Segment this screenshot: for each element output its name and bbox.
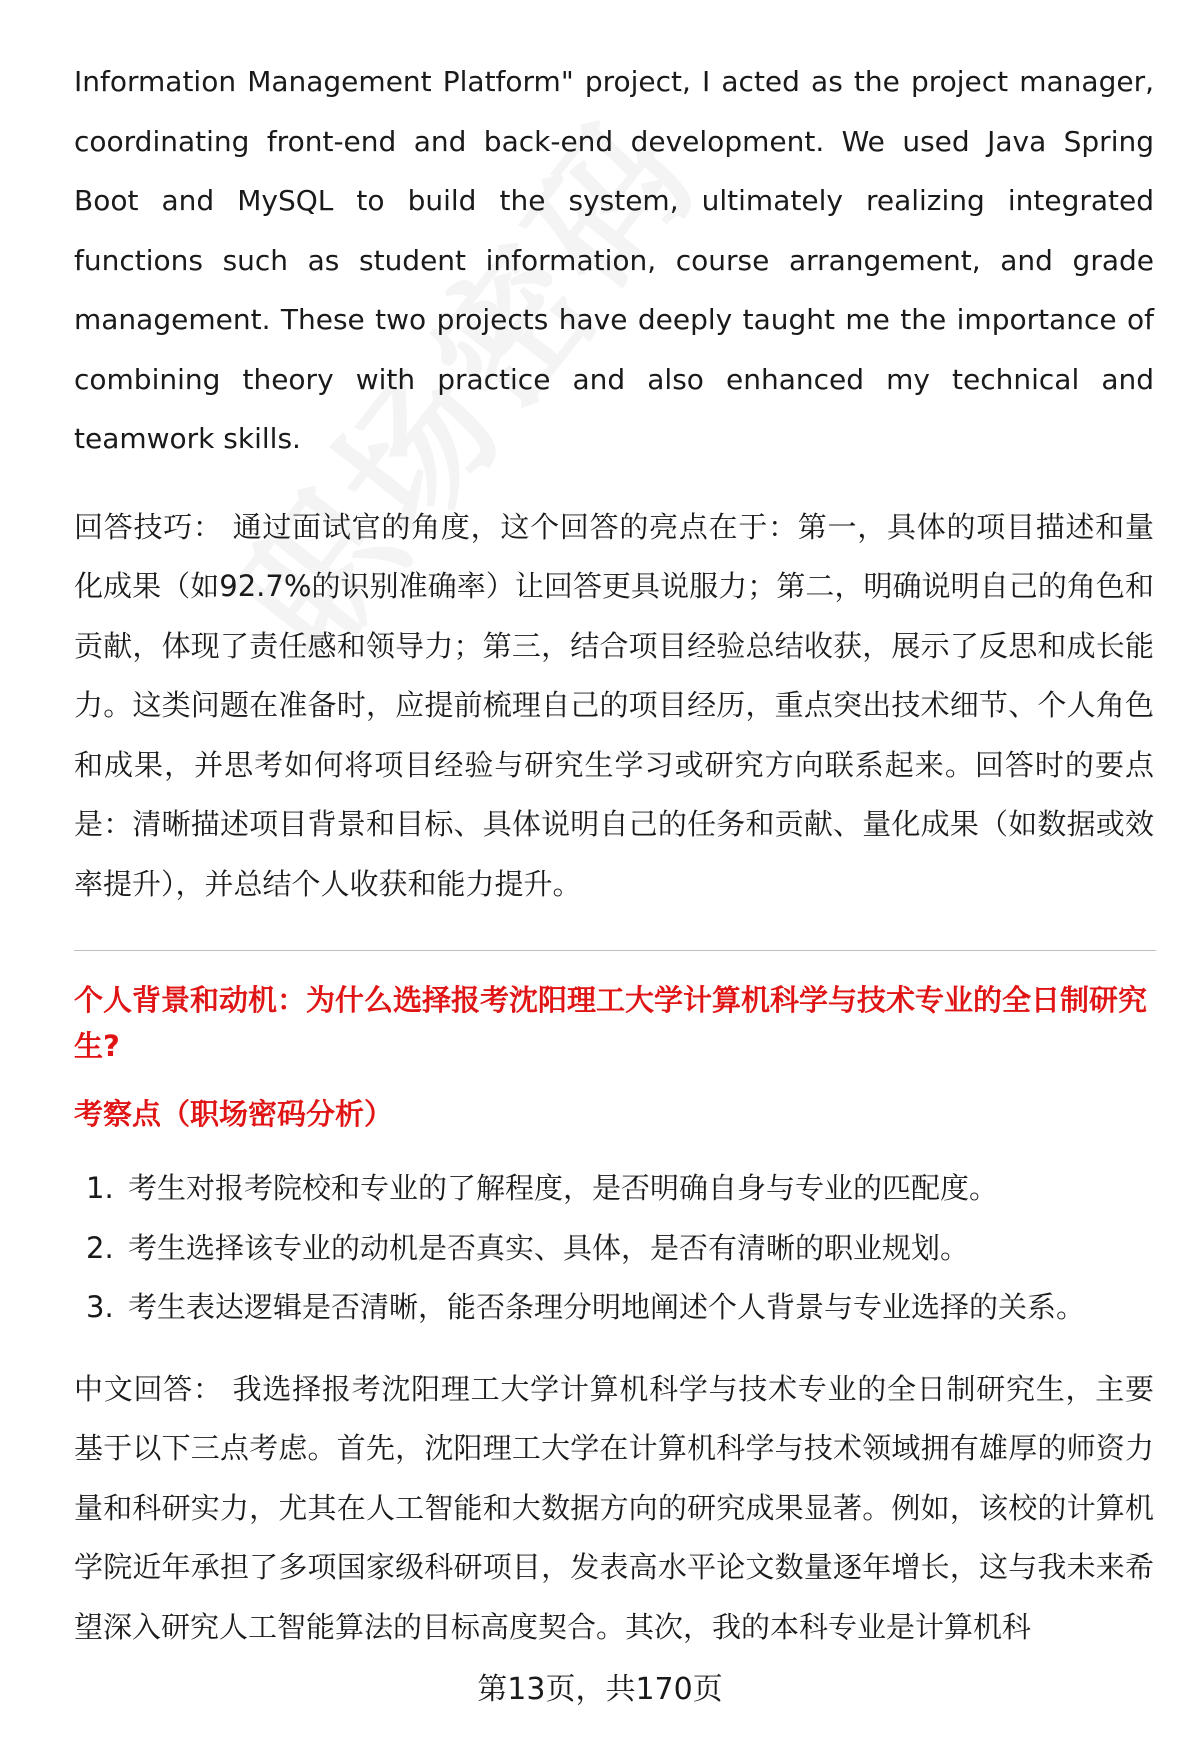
list-item bbox=[74, 1219, 1154, 1279]
english-answer-paragraph: Information Management Platform" project, I acted as the project manager, coordinating front-end and back-end development. We used Java Spring Boot and MySQL to build the system, ultimately realizing integrated functions such as student information, course arrangement, and grade management. These two projects have deeply taught me the importance of combining theory with practice and also enhanced my technical and teamwork skills. bbox=[74, 65, 1154, 455]
question-title: 个人背景和动机：为什么选择报考沈阳理工大学计算机科学与技术专业的全日制研究生? bbox=[74, 983, 1148, 1063]
list-item-number: 3. bbox=[86, 1290, 114, 1324]
section-divider bbox=[74, 950, 1156, 951]
list-item-text: 考生对报考院校和专业的了解程度，是否明确自身与专业的匹配度。 bbox=[128, 1171, 999, 1205]
assessment-heading: 考察点（职场密码分析） bbox=[74, 1097, 394, 1131]
document-body bbox=[74, 52, 1154, 1657]
list-item-number: 1. bbox=[86, 1171, 114, 1205]
list-item-number: 2. bbox=[86, 1230, 114, 1265]
list-item-text: 考生选择该专业的动机是否真实、具体，是否有清晰的职业规划。 bbox=[128, 1230, 970, 1265]
list-item bbox=[74, 1159, 1154, 1219]
list-item-text: 考生表达逻辑是否清晰，能否条理分明地阐述个人背景与专业选择的关系。 bbox=[128, 1290, 1086, 1324]
list-item bbox=[74, 1278, 1154, 1338]
page-indicator: 第13页，共170页 bbox=[477, 1672, 723, 1707]
chinese-answer-paragraph: 中文回答： 我选择报考沈阳理工大学计算机科学与技术专业的全日制研究生，主要基于以下三点考虑。首先，沈阳理工大学在计算机科学与技术领域拥有雄厚的师资力量和科研实力，尤其在人工智能和大数据方向的研究成果显著。例如，该校的计算机学院近年承担了多项国家级科研项目，发表高水平论文数量逐年增长，这与我未来希望深入研究人工智能算法的目标高度契合。其次，我的本科专业是计算机科 bbox=[74, 1371, 1154, 1644]
assessment-list bbox=[74, 1159, 1154, 1338]
answer-tips-paragraph: 回答技巧： 通过面试官的角度，这个回答的亮点在于：第一，具体的项目描述和量化成果（如92.7%的识别准确率）让回答更具说服力；第二，明确说明自己的角色和贡献，体现了责任感和领导力；第三，结合项目经验总结收获，展示了反思和成长能力。这类问题在准备时，应提前梳理自己的项目经历，重点突出技术细节、个人角色和成果，并思考如何将项目经验与研究生学习或研究方向联系起来。回答时的要点是：清晰描述项目背景和目标、具体说明自己的任务和贡献、量化成果（如数据或效率提升），并总结个人收获和能力提升。 bbox=[74, 509, 1154, 901]
